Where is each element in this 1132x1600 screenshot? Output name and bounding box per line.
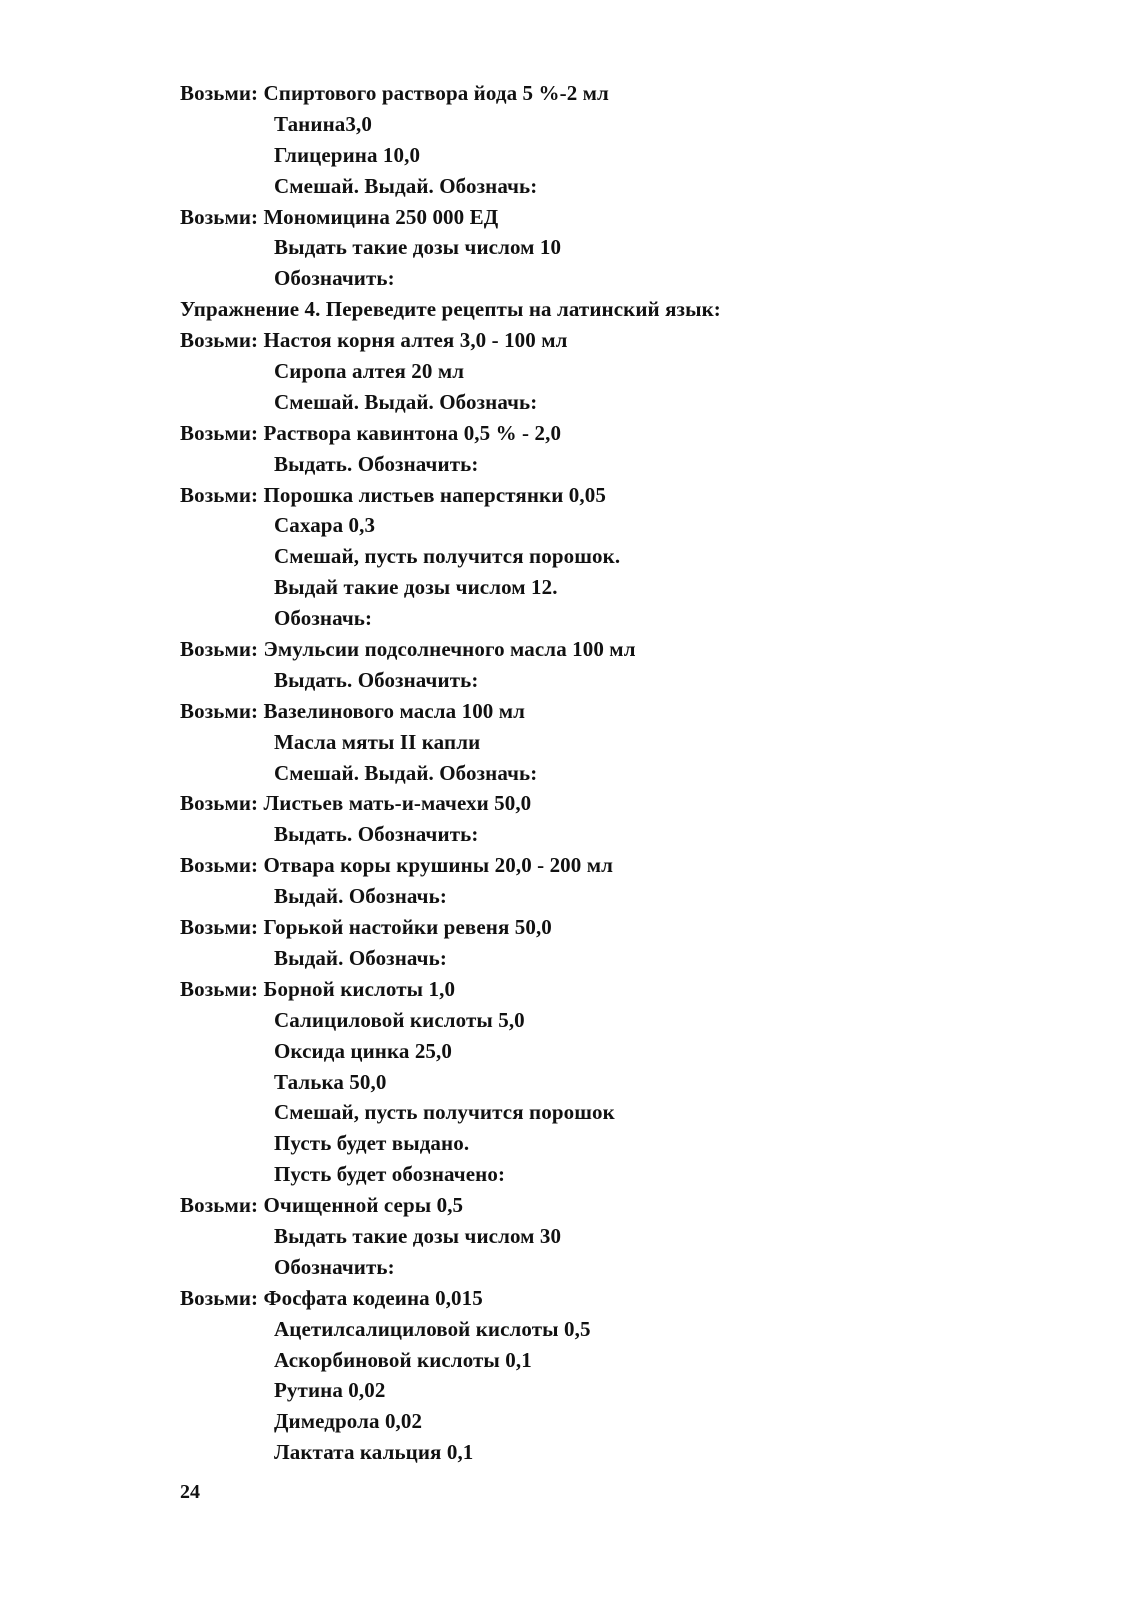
- text-line: Пусть будет обозначено:: [274, 1162, 506, 1187]
- text-line: Смешай. Выдай. Обозначь:: [274, 389, 538, 414]
- text-line: Сиропа алтея 20 мл: [274, 359, 465, 384]
- text-line: Смешай. Выдай. Обозначь:: [274, 760, 538, 785]
- text-line: Лактата кальция 0,1: [274, 1440, 474, 1465]
- text-line: Возьми: Фосфата кодеина 0,015: [180, 1285, 483, 1310]
- text-line: Выдать. Обозначить:: [274, 667, 479, 692]
- text-line: Возьми: Отвара коры крушины 20,0 - 200 мл: [180, 853, 614, 878]
- text-line: Сахара 0,3: [274, 513, 376, 538]
- text-line: Аскорбиновой кислоты 0,1: [274, 1347, 532, 1372]
- text-line: Смешай, пусть получится порошок.: [274, 544, 621, 569]
- page-number: 24: [180, 1481, 200, 1503]
- text-line: Возьми: Листьев мать-и-мачехи 50,0: [180, 791, 532, 816]
- text-line: Смешай. Выдай. Обозначь:: [274, 173, 538, 198]
- text-line: Пусть будет выдано.: [274, 1131, 470, 1156]
- text-line: Салициловой кислоты 5,0: [274, 1007, 525, 1032]
- text-line: Выдать. Обозначить:: [274, 822, 479, 847]
- text-line: Возьми: Борной кислоты 1,0: [180, 976, 456, 1001]
- text-line: Возьми: Порошка листьев наперстянки 0,05: [180, 482, 606, 507]
- text-line: Масла мяты II капли: [274, 729, 481, 754]
- text-line: Возьми: Настоя корня алтея 3,0 - 100 мл: [180, 328, 568, 353]
- text-line: Возьми: Раствора кавинтона 0,5 % - 2,0: [180, 420, 562, 445]
- prescription-text: [180, 78, 1080, 1468]
- text-line: Ацетилсалициловой кислоты 0,5: [274, 1316, 591, 1341]
- text-line: Выдай такие дозы числом 12.: [274, 575, 558, 600]
- text-line: Возьми: Спиртового раствора йода 5 %-2 мл: [180, 81, 609, 105]
- text-line: Танина3,0: [274, 111, 372, 136]
- text-line: Обозначь:: [274, 606, 373, 631]
- exercise-heading: Упражнение 4. Переведите рецепты на латинский язык:: [180, 297, 721, 322]
- text-line: Выдай. Обозначь:: [274, 884, 447, 909]
- text-line: Возьми: Мономицина 250 000 ЕД: [180, 204, 499, 229]
- text-line: Обозначить:: [274, 1254, 395, 1279]
- text-line: Смешай, пусть получится порошок: [274, 1100, 615, 1125]
- text-line: Выдать такие дозы числом 10: [274, 235, 562, 260]
- text-line: Выдай. Обозначь:: [274, 945, 447, 970]
- text-line: Выдать такие дозы числом 30: [274, 1223, 562, 1248]
- text-line: Выдать. Обозначить:: [274, 451, 479, 476]
- text-line: Рутина 0,02: [274, 1378, 386, 1403]
- text-line: Талька 50,0: [274, 1069, 387, 1094]
- text-line: Возьми: Горькой настойки ревеня 50,0: [180, 915, 552, 940]
- text-line: Оксида цинка 25,0: [274, 1038, 452, 1063]
- text-line: Обозначить:: [274, 266, 395, 291]
- text-line: Возьми: Эмульсии подсолнечного масла 100 мл: [180, 637, 636, 662]
- text-line: Возьми: Очищенной серы 0,5: [180, 1193, 464, 1218]
- text-line: Димедрола 0,02: [274, 1409, 423, 1434]
- text-line: Возьми: Вазелинового масла 100 мл: [180, 698, 526, 723]
- text-line: Глицерина 10,0: [274, 142, 421, 167]
